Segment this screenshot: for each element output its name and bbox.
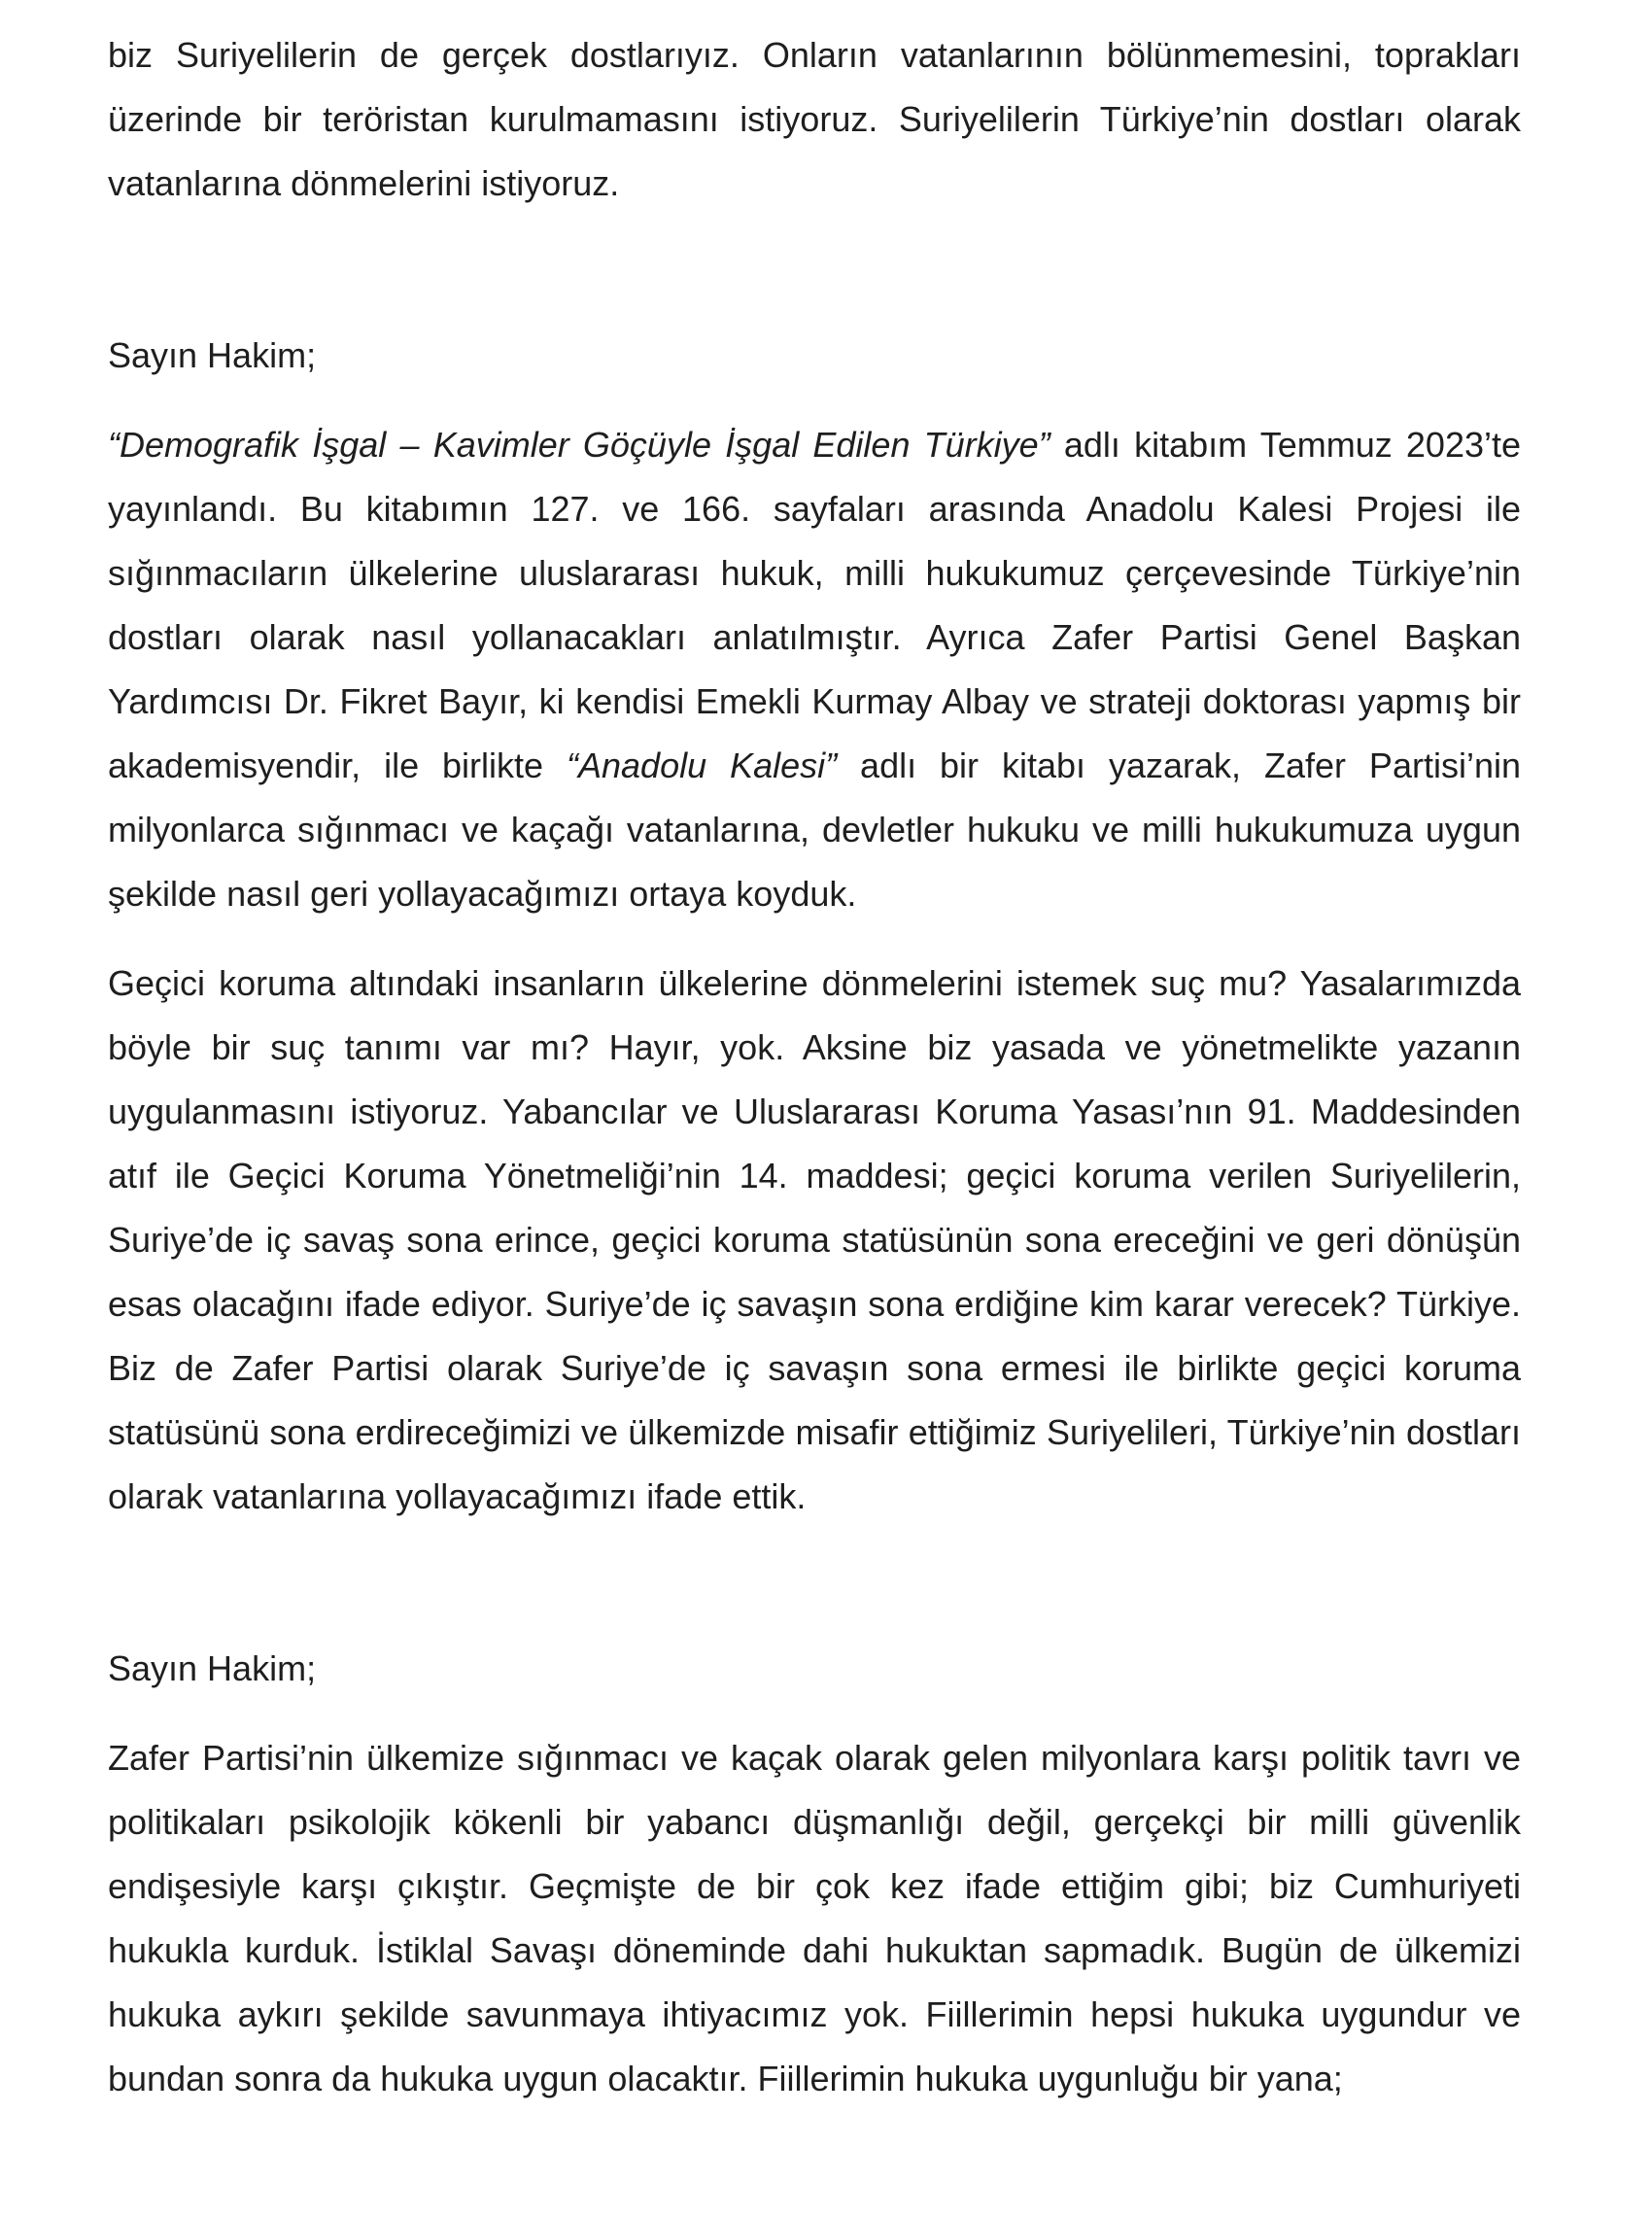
salutation-1: Sayın Hakim; xyxy=(108,335,317,375)
salutation-2: Sayın Hakim; xyxy=(108,1648,317,1688)
paragraph-4: Zafer Partisi’nin ülkemize sığınmacı ve kaçak olarak gelen milyonlara karşı politik tavrı ve politikaları psikolojik kökenli bir yabancı düşmanlığı değil, gerçekçi bir milli güvenlik endişesiyle karşı çıkıştır. Geçmişte de bir çok kez ifade ettiğim gibi; biz Cumhuriyeti hukukla kurduk. İstiklal Savaşı döneminde dahi hukuktan sapmadık. Bugün de ülkemizi hukuka aykırı şekilde savunmaya ihtiyacımız yok. Fiillerimin hepsi hukuka uygundur ve bundan sonra da hukuka uygun olacaktır. Fiillerimin hukuka uygunluğu bir yana; xyxy=(108,1738,1521,2098)
document-page xyxy=(108,23,1521,2111)
paragraph-2-text-a: adlı kitabım Temmuz 2023’te yayınlandı. Bu kitabımın 127. ve 166. sayfaları arasında Anadolu Kalesi Projesi ile sığınmacıların ülkelerine uluslararası hukuk, milli hukukumuz çerçevesinde Türkiye’nin dostları olarak nasıl yollanacakları anlatılmıştır. Ayrıca Zafer Partisi Genel Başkan Yardımcısı Dr. Fikret Bayır, ki kendisi Emekli Kurmay Albay ve strateji doktorası yapmış bir akademisyendir, ile birlikte xyxy=(108,425,1522,785)
paragraph-2-text-b: adlı bir kitabı yazarak, Zafer Partisi’nin milyonlarca sığınmacı ve kaçağı vatanlarına, devletler hukuku ve milli hukukumuza uygun şekilde nasıl geri yollayacağımızı ortaya koyduk. xyxy=(108,745,1521,914)
paragraph-3: Geçici koruma altındaki insanların ülkelerine dönmelerini istemek suç mu? Yasalarımızda böyle bir suç tanımı var mı? Hayır, yok. Aksine biz yasada ve yönetmelikte yazanın uygulanmasını istiyoruz. Yabancılar ve Uluslararası Koruma Yasası’nın 91. Maddesinden atıf ile Geçici Koruma Yönetmeliği’nin 14. maddesi; geçici koruma verilen Suriyelilerin, Suriye’de iç savaş sona erince, geçici koruma statüsünün sona ereceğini ve geri dönüşün esas olacağını ifade ediyor. Suriye’de iç savaşın sona erdiğine kim karar verecek? Türkiye. Biz de Zafer Partisi olarak Suriye’de iç savaşın sona ermesi ile birlikte geçici koruma statüsünü sona erdireceğimizi ve ülkemizde misafir ettiğimiz Suriyelileri, Türkiye’nin dostları olarak vatanlarına yollayacağımızı ifade ettik. xyxy=(108,963,1521,1516)
book-title-1: “Demografik İşgal – Kavimler Göçüyle İşgal Edilen Türkiye” xyxy=(108,425,1050,465)
paragraph-2 xyxy=(108,413,1521,926)
book-title-2: “Anadolu Kalesi” xyxy=(567,745,838,785)
paragraph-1: biz Suriyelilerin de gerçek dostlarıyız. Onların vatanlarının bölünmemesini, toprakları üzerinde bir teröristan kurulmamasını istiyoruz. Suriyelilerin Türkiye’nin dostları olarak vatanlarına dönmelerini istiyoruz. xyxy=(108,35,1521,203)
